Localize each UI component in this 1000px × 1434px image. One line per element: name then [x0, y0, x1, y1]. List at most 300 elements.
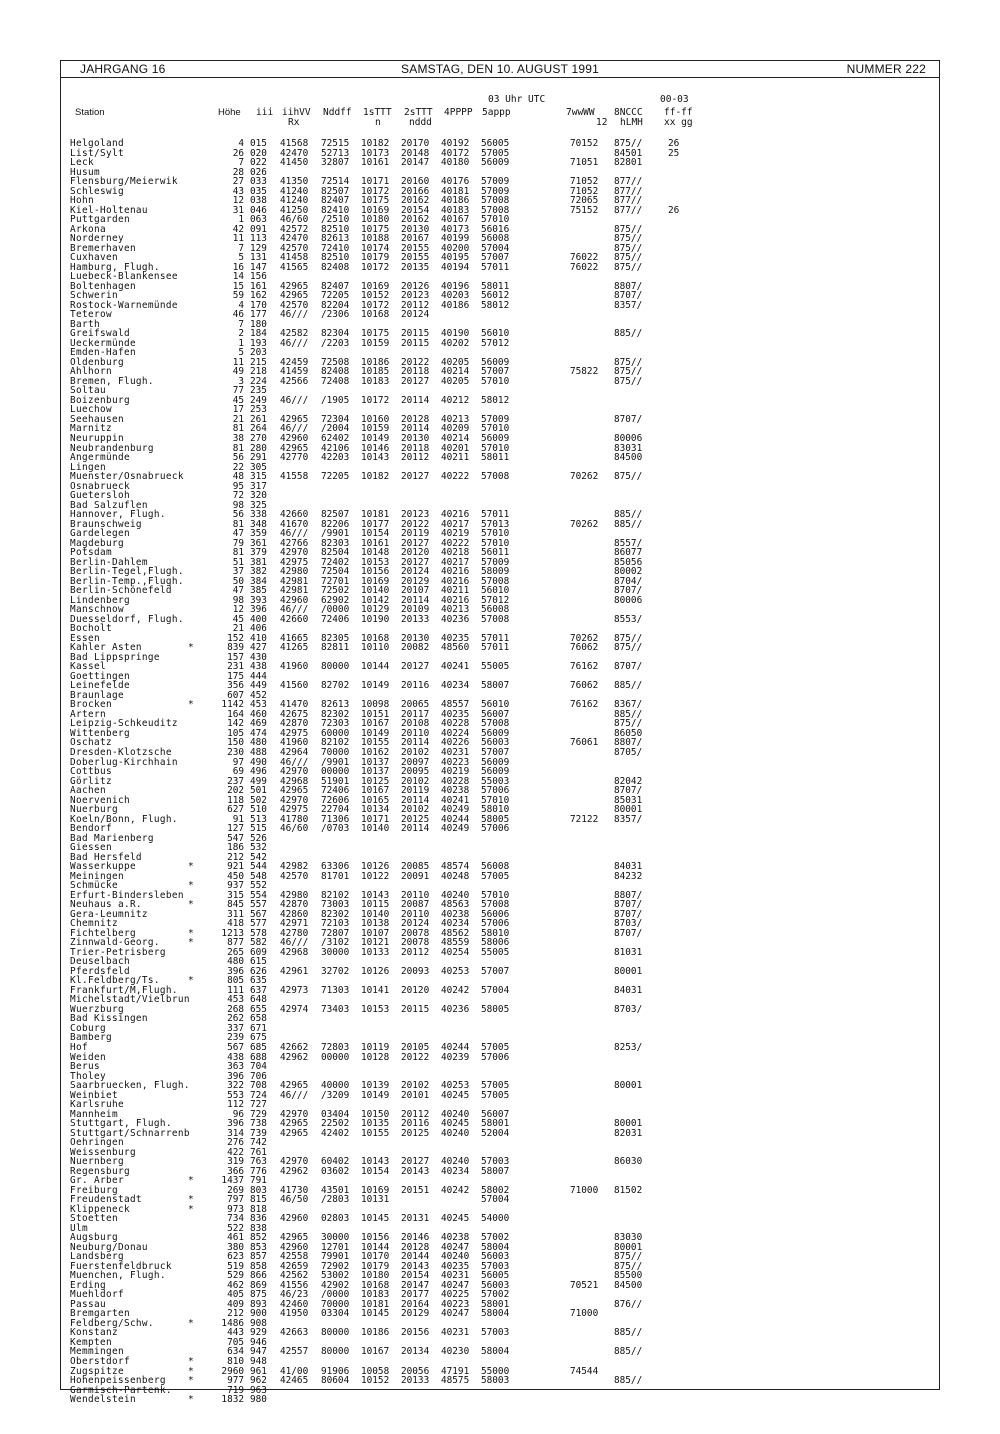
- station-height: 529: [227, 1270, 244, 1282]
- group-1sttt: 10177: [361, 518, 390, 530]
- group-nddff: 72902: [321, 1260, 350, 1272]
- group-4pppp: 48562: [441, 927, 470, 939]
- group-ihvv: 42973: [280, 984, 309, 996]
- group-2sttt: 20124: [401, 309, 430, 321]
- group-4pppp: 40195: [441, 252, 470, 264]
- group-1sttt: 10145: [361, 1213, 390, 1225]
- group-ihvv: 42570: [280, 870, 309, 882]
- station-height: 4: [238, 138, 244, 149]
- group-8nccc: 875//: [614, 632, 643, 644]
- group-nddff: /2803: [321, 1194, 350, 1206]
- group-4pppp: 40199: [441, 233, 470, 245]
- station-height: 69: [232, 766, 244, 778]
- station-name: Trier-Petrisberg: [70, 946, 166, 958]
- group-nddff: 80000: [321, 661, 350, 673]
- group-5appp: 57008: [481, 471, 510, 483]
- group-nddff: 60000: [321, 727, 350, 739]
- group-2sttt: 20122: [401, 356, 430, 368]
- group-8nccc: 85031: [614, 794, 643, 806]
- station-name: Ahlhorn: [70, 366, 112, 378]
- station-height: 81: [232, 547, 244, 559]
- group-1sttt: 10137: [361, 766, 390, 778]
- group-5appp: 56009: [481, 432, 510, 444]
- group-5appp: 57007: [481, 965, 510, 977]
- station-height: 977: [227, 1375, 244, 1387]
- group-2sttt: 20114: [401, 737, 430, 749]
- station-height: 112: [227, 1099, 244, 1111]
- group-nddff: 82702: [321, 680, 350, 692]
- station-number: 853: [250, 1241, 267, 1253]
- station-name: Cuxhaven: [70, 252, 118, 264]
- group-8nccc: 82042: [614, 775, 643, 787]
- group-5appp: 58005: [481, 813, 510, 825]
- station-name: Kempten: [70, 1336, 112, 1348]
- station-number: 033: [250, 176, 267, 188]
- station-height: 49: [232, 366, 244, 378]
- group-1sttt: 10058: [361, 1365, 390, 1377]
- group-8nccc: 8367/: [614, 699, 643, 711]
- group-1sttt: 10168: [361, 1279, 390, 1291]
- group-7wwww: 70521: [570, 1279, 599, 1291]
- table-row: [0, 377, 1000, 387]
- group-ihvv: 42975: [280, 556, 309, 568]
- group-2sttt: 20147: [401, 157, 430, 169]
- group-nddff: 82407: [321, 195, 350, 207]
- station-name: Görlitz: [70, 775, 112, 787]
- group-5appp: 57010: [481, 214, 510, 226]
- group-1sttt: 10159: [361, 337, 390, 349]
- group-2sttt: 20110: [401, 889, 430, 901]
- group-nddff: 42106: [321, 442, 350, 454]
- group-8nccc: 85056: [614, 556, 643, 568]
- group-5appp: 56008: [481, 604, 510, 616]
- group-2sttt: 20162: [401, 195, 430, 207]
- group-5appp: 58007: [481, 680, 510, 692]
- station-name: Helgoland: [70, 138, 124, 149]
- group-5appp: 55000: [481, 1365, 510, 1377]
- group-7wwww: 76022: [570, 261, 599, 273]
- group-1sttt: 10172: [361, 299, 390, 311]
- group-8nccc: 875//: [614, 252, 643, 264]
- station-name: Wendelstein: [70, 1394, 136, 1406]
- col-ihvv: iihVV: [282, 107, 311, 118]
- station-height: 142: [227, 718, 244, 730]
- group-nddff: 03404: [321, 1108, 350, 1120]
- mountain-mark: *: [188, 927, 194, 939]
- group-4pppp: 40249: [441, 823, 470, 835]
- group-5appp: 57008: [481, 195, 510, 207]
- station-height: 98: [232, 594, 244, 606]
- station-height: 11: [232, 233, 244, 245]
- group-nddff: 22704: [321, 804, 350, 816]
- group-nddff: /2306: [321, 309, 350, 321]
- group-nddff: 71306: [321, 813, 350, 825]
- col-ff: ff-ff: [664, 107, 693, 118]
- group-2sttt: 20112: [401, 1108, 430, 1120]
- col-2sttt-sub: nddd: [409, 117, 432, 128]
- station-height: 212: [227, 851, 244, 863]
- group-2sttt: 20130: [401, 632, 430, 644]
- group-8nccc: 81502: [614, 1184, 643, 1196]
- station-name: Bad Hersfeld: [70, 851, 142, 863]
- group-7wwww: 70262: [570, 471, 599, 483]
- group-5appp: 56009: [481, 356, 510, 368]
- station-number: 046: [250, 204, 267, 216]
- group-8nccc: 8357/: [614, 299, 643, 311]
- group-ihvv: 42660: [280, 613, 309, 625]
- group-ihvv: 41350: [280, 176, 309, 188]
- group-ihvv: 42465: [280, 1375, 309, 1387]
- group-1sttt: 10115: [361, 899, 390, 911]
- group-2sttt: 20101: [401, 1089, 430, 1101]
- group-ihvv: 42870: [280, 899, 309, 911]
- station-name: Schwerin: [70, 290, 118, 302]
- group-5appp: 57010: [481, 537, 510, 549]
- group-4pppp: 40240: [441, 889, 470, 901]
- station-name: Tholey: [70, 1070, 106, 1082]
- station-height: 366: [227, 1165, 244, 1177]
- group-8nccc: 86050: [614, 727, 643, 739]
- station-name: Brocken: [70, 699, 112, 711]
- group-2sttt: 20115: [401, 337, 430, 349]
- station-name: Memmingen: [70, 1346, 124, 1358]
- group-ff: 26: [668, 138, 680, 149]
- station-height: 202: [227, 785, 244, 797]
- group-1sttt: 10167: [361, 785, 390, 797]
- group-5appp: 56005: [481, 1270, 510, 1282]
- group-8nccc: 8707/: [614, 785, 643, 797]
- station-height: 1437: [221, 1175, 244, 1187]
- group-nddff: 73003: [321, 899, 350, 911]
- table-row: [0, 843, 1000, 853]
- group-4pppp: 40225: [441, 1289, 470, 1301]
- station-name: Wittenberg: [70, 727, 130, 739]
- group-5appp: 57003: [481, 1156, 510, 1168]
- group-7wwww: 74544: [570, 1365, 599, 1377]
- group-2sttt: 20097: [401, 756, 430, 768]
- group-4pppp: 40190: [441, 328, 470, 340]
- group-8nccc: 8703/: [614, 1003, 643, 1015]
- group-1sttt: 10167: [361, 1346, 390, 1358]
- group-nddff: 82504: [321, 547, 350, 559]
- group-ihvv: 42582: [280, 328, 309, 340]
- station-number: 452: [250, 689, 267, 701]
- station-name: Chemnitz: [70, 918, 118, 930]
- group-nddff: 82410: [321, 204, 350, 216]
- group-2sttt: 20078: [401, 927, 430, 939]
- group-8nccc: 84031: [614, 984, 643, 996]
- group-2sttt: 20148: [401, 147, 430, 159]
- group-8nccc: 8707/: [614, 908, 643, 920]
- station-number: 582: [250, 937, 267, 949]
- station-number: 385: [250, 585, 267, 597]
- station-height: 2: [238, 328, 244, 340]
- station-name: Oehringen: [70, 1137, 124, 1149]
- group-5appp: 58007: [481, 1165, 510, 1177]
- group-1sttt: 10135: [361, 1118, 390, 1130]
- group-nddff: /2203: [321, 337, 350, 349]
- station-name: Magdeburg: [70, 537, 124, 549]
- group-ihvv: 42981: [280, 575, 309, 587]
- group-4pppp: 40236: [441, 1003, 470, 1015]
- station-name: Berus: [70, 1061, 100, 1073]
- group-2sttt: 20127: [401, 556, 430, 568]
- mountain-mark: *: [188, 1394, 194, 1406]
- group-5appp: 57003: [481, 1260, 510, 1272]
- group-4pppp: 40247: [441, 1279, 470, 1291]
- station-number: 496: [250, 766, 267, 778]
- group-ihvv: 46/60: [280, 214, 309, 226]
- group-4pppp: 40216: [441, 575, 470, 587]
- table-row: [0, 396, 1000, 406]
- group-4pppp: 40238: [441, 908, 470, 920]
- group-5appp: 57004: [481, 1194, 510, 1206]
- group-5appp: 57012: [481, 594, 510, 606]
- mountain-mark: *: [188, 1175, 194, 1187]
- station-height: 152: [227, 632, 244, 644]
- station-height: 265: [227, 946, 244, 958]
- group-1sttt: 10154: [361, 1165, 390, 1177]
- group-1sttt: 10156: [361, 566, 390, 578]
- group-ihvv: 42965: [280, 290, 309, 302]
- table-row: [0, 482, 1000, 492]
- station-height: 15: [232, 280, 244, 292]
- utc-time-label: 03 Uhr UTC: [488, 94, 546, 105]
- group-1sttt: 10129: [361, 604, 390, 616]
- group-1sttt: 10179: [361, 1260, 390, 1272]
- station-number: 253: [250, 404, 267, 416]
- station-number: 305: [250, 461, 267, 473]
- group-4pppp: 48557: [441, 699, 470, 711]
- station-name: Gera-Leumnitz: [70, 908, 148, 920]
- group-8nccc: 84500: [614, 452, 643, 464]
- group-1sttt: 10119: [361, 1041, 390, 1053]
- group-nddff: 42402: [321, 1127, 350, 1139]
- group-nddff: /9901: [321, 756, 350, 768]
- station-name: Nuerburg: [70, 804, 118, 816]
- group-ihvv: 42980: [280, 889, 309, 901]
- group-2sttt: 20127: [401, 471, 430, 483]
- station-number: 249: [250, 394, 267, 406]
- group-5appp: 57010: [481, 889, 510, 901]
- station-height: 127: [227, 823, 244, 835]
- group-7wwww: 75822: [570, 366, 599, 378]
- group-5appp: 56007: [481, 1108, 510, 1120]
- station-number: 980: [250, 1394, 267, 1406]
- station-number: 609: [250, 946, 267, 958]
- group-8nccc: 8707/: [614, 927, 643, 939]
- group-2sttt: 20112: [401, 299, 430, 311]
- group-2sttt: 20125: [401, 813, 430, 825]
- group-5appp: 57011: [481, 632, 510, 644]
- station-height: 1832: [221, 1394, 244, 1406]
- group-8nccc: 84031: [614, 861, 643, 873]
- group-1sttt: 10155: [361, 737, 390, 749]
- group-nddff: 80000: [321, 1346, 350, 1358]
- group-nddff: 72205: [321, 290, 350, 302]
- group-ihvv: 42965: [280, 785, 309, 797]
- station-height: 5: [238, 252, 244, 264]
- group-nddff: 82510: [321, 223, 350, 235]
- station-number: 147: [250, 261, 267, 273]
- station-number: 184: [250, 328, 267, 340]
- station-name: Wasserkuppe: [70, 861, 136, 873]
- group-2sttt: 20122: [401, 518, 430, 530]
- mountain-mark: *: [188, 1194, 194, 1206]
- station-number: 156: [250, 271, 267, 283]
- station-height: 81: [232, 423, 244, 435]
- group-ihvv: 46/23: [280, 1289, 309, 1301]
- station-name: Arkona: [70, 223, 106, 235]
- station-height: 1: [238, 214, 244, 226]
- station-name: Berlin-Dahlem: [70, 556, 148, 568]
- group-4pppp: 40192: [441, 138, 470, 149]
- station-name: Neuburg/Donau: [70, 1241, 148, 1253]
- group-8nccc: 875//: [614, 356, 643, 368]
- group-5appp: 56007: [481, 708, 510, 720]
- group-5appp: 58011: [481, 280, 510, 292]
- group-nddff: 82408: [321, 366, 350, 378]
- group-nddff: 72508: [321, 356, 350, 368]
- station-name: Freiburg: [70, 1184, 118, 1196]
- group-ihvv: 42965: [280, 442, 309, 454]
- group-nddff: 72408: [321, 375, 350, 387]
- station-height: 1486: [221, 1317, 244, 1329]
- station-name: Feldberg/Schw.: [70, 1317, 154, 1329]
- group-2sttt: 20112: [401, 452, 430, 464]
- station-height: 46: [232, 309, 244, 321]
- station-number: 224: [250, 375, 267, 387]
- group-1sttt: 10167: [361, 718, 390, 730]
- station-number: 948: [250, 1356, 267, 1367]
- group-5appp: 57005: [481, 1089, 510, 1101]
- group-1sttt: 10153: [361, 556, 390, 568]
- station-height: 28: [232, 166, 244, 178]
- group-5appp: 57009: [481, 185, 510, 197]
- group-nddff: 80000: [321, 1327, 350, 1339]
- group-5appp: 56012: [481, 290, 510, 302]
- group-ihvv: 41670: [280, 518, 309, 530]
- station-height: 186: [227, 842, 244, 854]
- group-1sttt: 10153: [361, 1003, 390, 1015]
- group-1sttt: 10110: [361, 642, 390, 654]
- group-2sttt: 20108: [401, 718, 430, 730]
- group-ihvv: 42968: [280, 946, 309, 958]
- group-4pppp: 40238: [441, 1232, 470, 1244]
- group-2sttt: 20170: [401, 138, 430, 149]
- station-number: 961: [250, 1365, 267, 1377]
- group-5appp: 57008: [481, 575, 510, 587]
- group-nddff: 82206: [321, 518, 350, 530]
- group-nddff: 82302: [321, 908, 350, 920]
- group-2sttt: 20127: [401, 537, 430, 549]
- group-2sttt: 20128: [401, 1241, 430, 1253]
- group-nddff: 72205: [321, 471, 350, 483]
- station-height: 269: [227, 1184, 244, 1196]
- issue-date: SAMSTAG, DEN 10. AUGUST 1991: [401, 62, 599, 76]
- group-1sttt: 10125: [361, 775, 390, 787]
- group-5appp: 55003: [481, 775, 510, 787]
- station-height: 337: [227, 1022, 244, 1034]
- group-8nccc: 877//: [614, 195, 643, 207]
- group-ihvv: 41960: [280, 737, 309, 749]
- group-1sttt: 10171: [361, 813, 390, 825]
- table-row: [0, 615, 1000, 625]
- group-2sttt: 20123: [401, 509, 430, 521]
- group-8nccc: 84232: [614, 870, 643, 882]
- station-name: Barth: [70, 318, 100, 330]
- group-4pppp: 40211: [441, 585, 470, 597]
- group-2sttt: 20133: [401, 613, 430, 625]
- group-2sttt: 20143: [401, 1165, 430, 1177]
- group-2sttt: 20107: [401, 585, 430, 597]
- station-height: 314: [227, 1127, 244, 1139]
- group-5appp: 56006: [481, 908, 510, 920]
- group-5appp: 58010: [481, 804, 510, 816]
- group-ihvv: 42962: [280, 1051, 309, 1063]
- station-number: 406: [250, 623, 267, 635]
- col-ff-sub: xx gg: [664, 117, 693, 128]
- group-ihvv: 46/60: [280, 823, 309, 835]
- station-number: 384: [250, 575, 267, 587]
- group-ihvv: 42780: [280, 927, 309, 939]
- group-2sttt: 20156: [401, 1327, 430, 1339]
- group-1sttt: 10152: [361, 1375, 390, 1387]
- station-number: 091: [250, 223, 267, 235]
- group-5appp: 57002: [481, 1289, 510, 1301]
- group-nddff: 51901: [321, 775, 350, 787]
- station-name: Neubrandenburg: [70, 442, 154, 454]
- group-1sttt: 10133: [361, 946, 390, 958]
- group-ihvv: 46///: [280, 528, 309, 540]
- group-4pppp: 40245: [441, 1213, 470, 1225]
- group-nddff: 82305: [321, 632, 350, 644]
- group-nddff: 79901: [321, 1251, 350, 1263]
- group-nddff: 82408: [321, 261, 350, 273]
- group-2sttt: 20114: [401, 794, 430, 806]
- station-height: 56: [232, 509, 244, 521]
- station-height: 31: [232, 204, 244, 216]
- station-height: 164: [227, 708, 244, 720]
- group-1sttt: 10172: [361, 261, 390, 273]
- group-ihvv: 42965: [280, 1080, 309, 1092]
- group-2sttt: 20120: [401, 984, 430, 996]
- station-height: 21: [232, 413, 244, 425]
- station-number: 900: [250, 1308, 267, 1320]
- group-2sttt: 20160: [401, 176, 430, 188]
- station-number: 449: [250, 680, 267, 692]
- group-1sttt: 10180: [361, 1270, 390, 1282]
- station-name: Gardelegen: [70, 528, 130, 540]
- group-1sttt: 10140: [361, 585, 390, 597]
- group-5appp: 56003: [481, 737, 510, 749]
- group-8nccc: 86077: [614, 547, 643, 559]
- station-name: Hof: [70, 1041, 88, 1053]
- table-row: [0, 339, 1000, 349]
- group-5appp: 57005: [481, 147, 510, 159]
- group-4pppp: 40196: [441, 280, 470, 292]
- group-2sttt: 20133: [401, 1375, 430, 1387]
- group-8nccc: 875//: [614, 718, 643, 730]
- group-nddff: 72402: [321, 556, 350, 568]
- group-2sttt: 20155: [401, 242, 430, 254]
- group-7wwww: 70152: [570, 138, 599, 149]
- group-1sttt: 10190: [361, 613, 390, 625]
- station-number: 393: [250, 594, 267, 606]
- station-height: 26: [232, 147, 244, 159]
- station-height: 409: [227, 1298, 244, 1310]
- group-5appp: 52004: [481, 1127, 510, 1139]
